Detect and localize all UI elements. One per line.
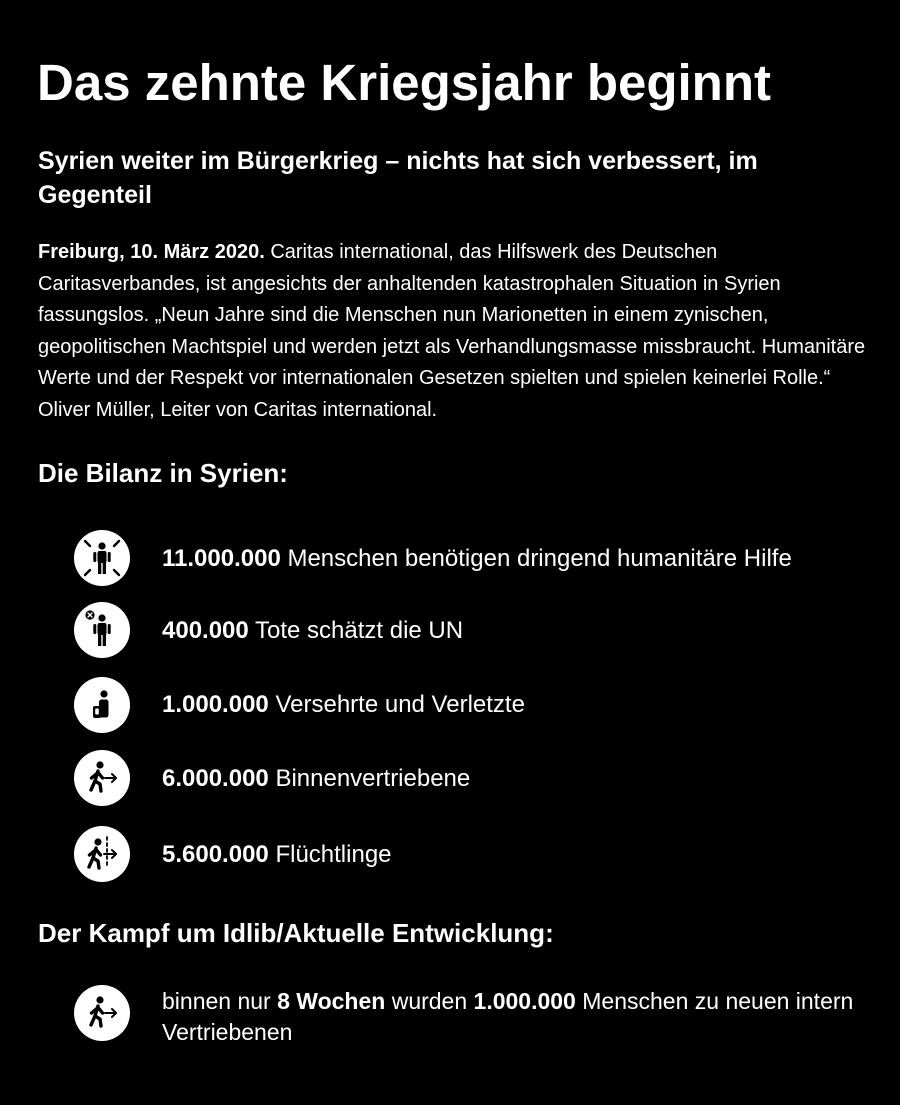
stat-number: 6.000.000 <box>162 765 269 792</box>
stat-label: Versehrte und Verletzte <box>268 691 525 718</box>
displaced-number: 1.000.000 <box>473 988 576 1014</box>
stat-number: 1.000.000 <box>162 691 269 718</box>
weeks-highlight: 8 Wochen <box>277 988 386 1014</box>
stat-label: Menschen benötigen dringend humanitäre Hilfe <box>280 545 792 572</box>
stat-number: 400.000 <box>162 617 249 644</box>
stat-row <box>162 763 470 795</box>
displaced-person-icon <box>74 750 130 806</box>
refugee-crossing-border-icon <box>74 826 130 882</box>
stat-label: Binnenvertriebene <box>268 765 471 792</box>
stat-number: 5.600.000 <box>162 841 269 868</box>
stat-row <box>162 839 392 871</box>
dateline: Freiburg, 10. März 2020. <box>38 241 265 263</box>
stat-row <box>162 615 463 647</box>
stat-row <box>162 543 792 575</box>
stat-label: Flüchtlinge <box>268 841 392 868</box>
displaced-person-icon <box>74 985 130 1041</box>
subtitle: Syrien weiter im Bürgerkrieg – nichts hat sich verbessert, im Gegenteil <box>38 147 758 209</box>
bilanz-heading: Die Bilanz in Syrien: <box>38 458 288 488</box>
idlib-text: binnen nur 8 Wochen wurden 1.000.000 Menschen zu neuen intern Vertriebenen <box>162 988 854 1045</box>
intro-paragraph <box>38 237 868 426</box>
person-deceased-icon <box>74 602 130 658</box>
injured-person-icon <box>74 677 130 733</box>
stat-number: 11.000.000 <box>162 545 281 572</box>
idlib-heading: Der Kampf um Idlib/Aktuelle Entwicklung: <box>38 918 554 948</box>
stat-row <box>162 689 525 721</box>
person-in-need-icon <box>74 530 130 586</box>
stat-label: Tote schätzt die UN <box>248 617 464 644</box>
intro-text: Caritas international, das Hilfswerk des Deutschen Caritasverbandes, ist angesichts der anhaltenden katastrophalen Situation in Syrien fassungslos. „Neun Jahre sind die Menschen nun Marionetten in einem zynischen, geopolitischen Machtspiel und werden jetzt als Verhandlungsmasse missbraucht. Humanitäre Werte und der Respekt vor internationalen Gesetzen spielten und spielen keinerlei Rolle.“ Oliver Müller, Leiter von Caritas international. <box>38 241 866 421</box>
page-title: Das zehnte Kriegsjahr beginnt <box>37 54 771 111</box>
